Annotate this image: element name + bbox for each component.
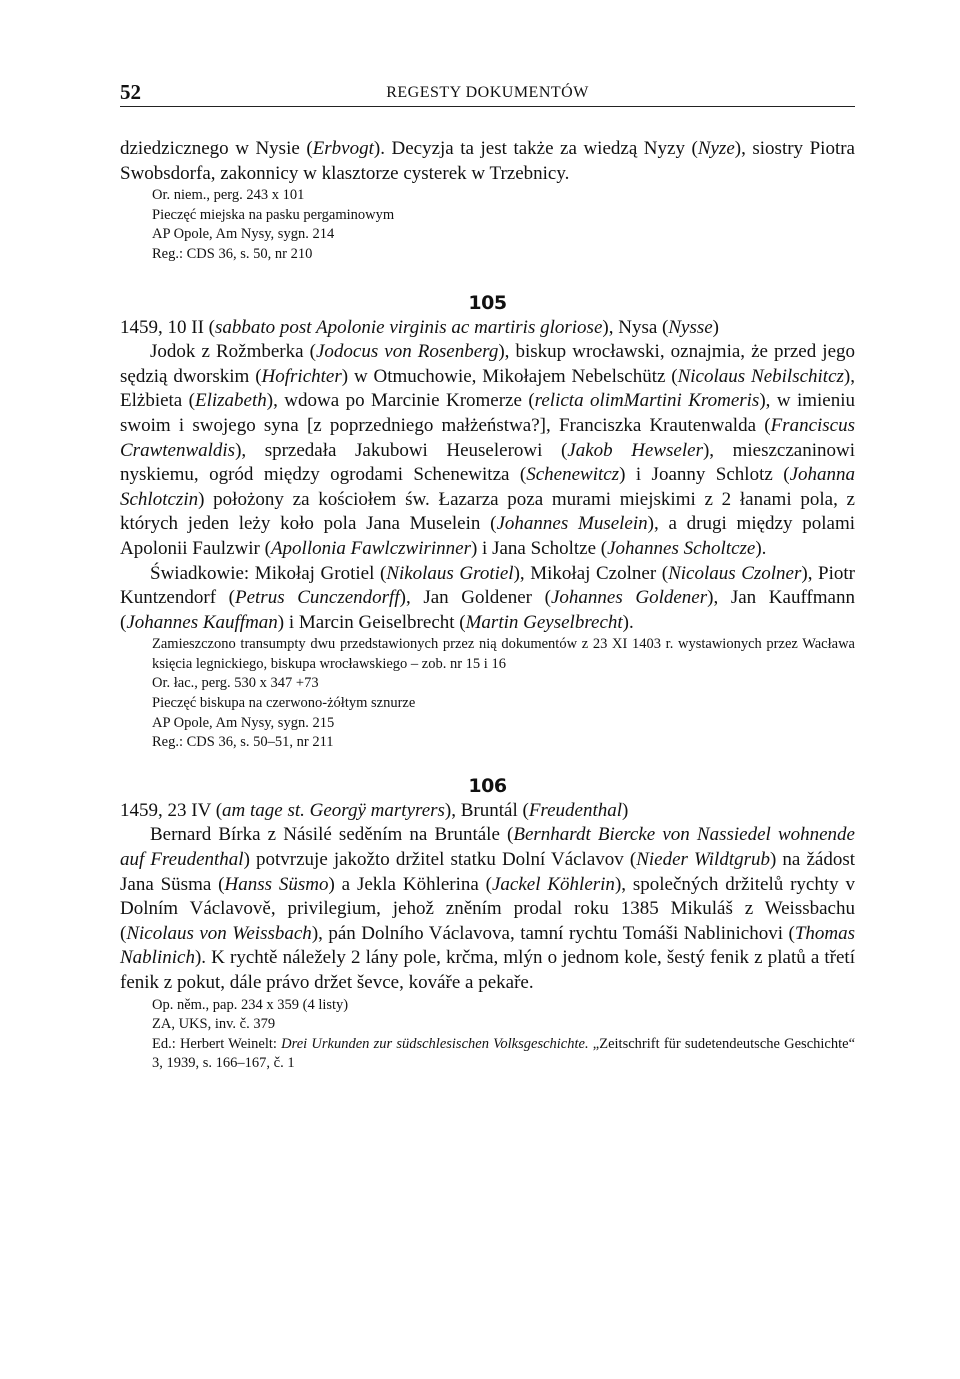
entry-106-edition-note: Ed.: Herbert Weinelt: Drei Urkunden zur südschlesischen Volksgeschichte. „Zeitschrift für sudetendeutsche Geschichte“ 3, 1939, s. 166–167, č. 1 [152,1035,855,1072]
continuation-paragraph: dziedzicznego w Nysie (Erbvogt). Decyzja ta jest także za wiedzą Nyzy (Nyze), siostry Piotra Swobsdorfa, zakonnicy w klasztorze cysterek w Trzebnicy. [120,138,855,184]
entry-number-105: 105 [468,291,507,314]
entry-105-transumpt-note: Zamieszczono transumpty dwu przedstawionych przez nią dokumentów z 23 XI 1403 r. wystawionych przez Wacława księcia legnickiego, biskupa wrocławskiego – zob. nr 15 i 16 [152,636,855,672]
entry-105-note-seal: Pieczęć biskupa na czerwono-żółtym sznurze [152,695,416,712]
note-regest: Reg.: CDS 36, s. 50, nr 210 [152,245,313,262]
note-archive: AP Opole, Am Nysy, sygn. 214 [152,226,335,243]
entry-105-note-archive: AP Opole, Am Nysy, sygn. 215 [152,714,335,731]
entry-105-date-line: 1459, 10 II (sabbato post Apolonie virginis ac martiris gloriose), Nysa (Nysse) [120,316,719,338]
entry-106-note-archive: ZA, UKS, inv. č. 379 [152,1016,276,1033]
entry-105-paragraph-1: Jodok z Rožmberka (Jodocus von Rosenberg), biskup wrocławski, oznajmia, że przed jego sędzią dworskim (Hofrichter) w Otmuchowie, Mikołajem Nebelschütz (Nicolaus Nebilschitcz), Elżbieta (Elizabeth), wdowa po Marcinie Kromerze (relicta olimMartini Kromeris), w imieniu swoim i swojego syna [z poprzedniego małżeństwa?], Franciszka Krautenwalda (Franciscus Crawtenwaldis), sprzedała Jakubowi Heuselerowi (Jakob Hewseler), mieszczaninowi nyskiemu, ogród między ogrodami Schenewitza (Schenewitcz) i Joanny Schlotz (Johanna Schlotczin) położony za kościołem św. Łazarza poza murami miejskimi z 2 łanami pola, z których jeden leży koło pola Jana Muselein (Johannes Muselein), a drugi między polami Apolonii Faulzwir (Apollonia Fawlczwirinner) i Jana Scholtze (Johannes Scholtcze). [120,341,856,559]
running-head: REGESTY DOKUMENTÓW [386,84,589,101]
page-header [120,80,855,107]
page-number: 52 [120,80,141,104]
entry-106-paragraph-1: Bernard Bírka z Násilé seděním na Bruntále (Bernhardt Biercke von Nassiedel wohnende auf Freudenthal) potvrzuje jakožto držitel statku Dolní Václavov (Nieder Wildtgrub) na žádost Jana Süsma (Hanss Süsmo) a Jekla Köhlerina (Jackel Köhlerin), společných držitelů rychty v Dolním Václavově, privilegium, jehož zněním prodal roku 1385 Mikuláš z Weissbachu (Nicolaus von Weissbach), pán Dolního Václavova, tamní rychtu Tomáši Nablinichovi (Thomas Nablinich). K rychtě náležely 2 lány pole, krčma, mlýn o jednom kole, šestý fenik z platů a třetí fenik z pokut, dále právo držet ševce, kováře a pekaře. [120,824,855,993]
entry-105-note-original: Or. łac., perg. 530 x 347 +73 [152,675,319,692]
page-body [120,137,855,1074]
entry-105-note-regest: Reg.: CDS 36, s. 50–51, nr 211 [152,734,334,751]
entry-number-106: 106 [468,774,507,797]
entry-106-note-copy: Op. něm., pap. 234 x 359 (4 listy) [152,996,349,1013]
entry-105-paragraph-2: Świadkowie: Mikołaj Grotiel (Nikolaus Grotiel), Mikołaj Czolner (Nicolaus Czolner), Piotr Kuntzendorf (Petrus Cunczendorff), Jan Goldener (Johannes Goldener), Jan Kauffmann (Johannes Kauffman) i Marcin Geiselbrecht (Martin Geyselbrecht). [120,562,855,633]
note-seal: Pieczęć miejska na pasku pergaminowym [152,206,395,223]
entry-106-date-line: 1459, 23 IV (am tage st. Georgÿ martyrers), Bruntál (Freudenthal) [120,799,629,821]
note-original: Or. niem., perg. 243 x 101 [152,187,305,204]
